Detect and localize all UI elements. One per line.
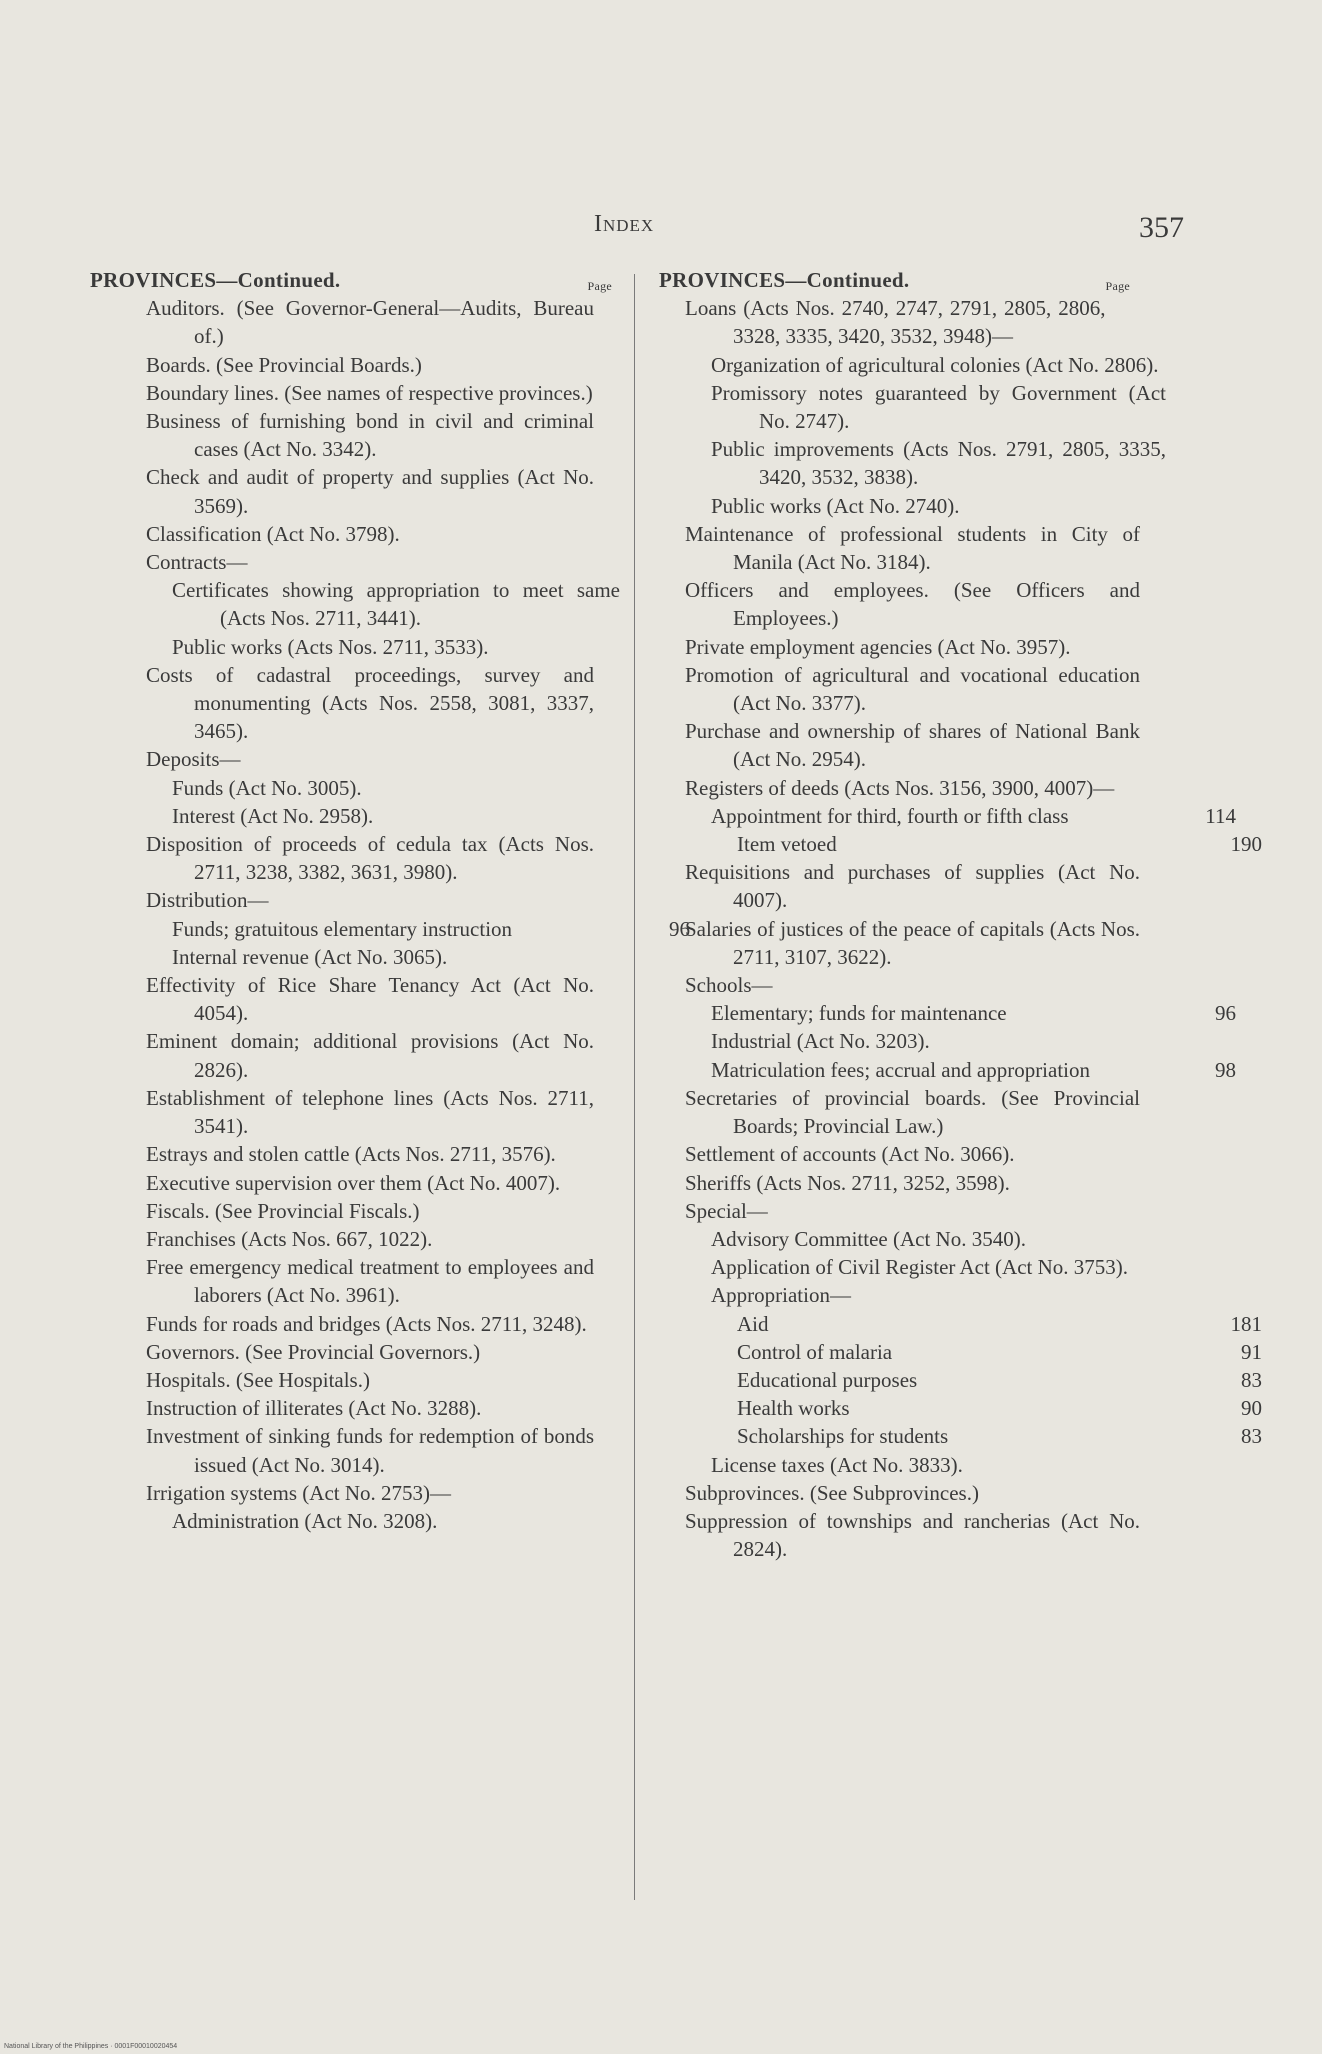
- index-entry-text: Interest (Act No. 2958).: [172, 803, 374, 828]
- index-entry: [685, 520, 1140, 576]
- page-number: 357: [1139, 211, 1184, 244]
- running-head-title: Index: [594, 211, 655, 237]
- index-column-right: [659, 266, 1262, 1563]
- index-entry-text: Requisitions and purchases of supplies (Act No. 4007).: [685, 860, 1140, 913]
- index-entry-text: Promotion of agricultural and vocational education (Act No. 3377).: [685, 662, 1140, 716]
- index-entry: [146, 520, 594, 548]
- index-entry: [146, 1140, 594, 1168]
- index-entry-text: Scholarships for students: [737, 1424, 949, 1449]
- index-entry-text: Funds for roads and bridges (Acts Nos. 2711, 3248).: [146, 1311, 587, 1336]
- index-entry: [685, 294, 1140, 350]
- index-entry-text: Investment of sinking funds for redemption of bonds issued (Act No. 3014).: [146, 1424, 594, 1477]
- entry-list: [659, 294, 1262, 1563]
- index-entry: [685, 1197, 1140, 1225]
- index-entry: [146, 294, 594, 350]
- index-entry: [737, 1338, 1262, 1366]
- index-entry: [172, 1507, 620, 1535]
- index-entry: [146, 1366, 594, 1394]
- index-entry: [172, 915, 690, 943]
- index-entry-text: Organization of agricultural colonies (Act No. 2806).: [711, 352, 1159, 377]
- index-entry: [146, 1169, 594, 1197]
- index-entry-page: 91: [1241, 1339, 1262, 1364]
- index-entry-text: Executive supervision over them (Act No. 4007).: [146, 1170, 561, 1195]
- index-entry-text: Free emergency medical treatment to employees and laborers (Act No. 3961).: [146, 1255, 594, 1308]
- index-entry-text: Schools—: [685, 973, 773, 998]
- index-entry: [146, 1253, 594, 1309]
- index-entry-page: 181: [1230, 1311, 1262, 1336]
- index-entry: [737, 830, 1262, 858]
- index-entry-text: Boards. (See Provincial Boards.): [146, 352, 422, 377]
- index-entry: [685, 633, 1140, 661]
- index-entry-text: Public works (Act No. 2740).: [711, 493, 960, 518]
- index-entry-text: Establishment of telephone lines (Acts Nos. 2711, 3541).: [146, 1085, 594, 1139]
- index-entry: [172, 633, 620, 661]
- index-entry: [685, 661, 1140, 717]
- index-entry-text: Certificates showing appropriation to meet same (Acts Nos. 2711, 3441).: [172, 578, 620, 631]
- index-entry: [711, 435, 1166, 491]
- index-entry-text: Deposits—: [146, 747, 241, 772]
- index-entry: [146, 745, 594, 773]
- index-entry-text: Auditors. (See Governor-General—Audits, Bureau of.): [146, 296, 594, 349]
- index-entry-text: Advisory Committee (Act No. 3540).: [711, 1226, 1026, 1251]
- index-entry-text: Secretaries of provincial boards. (See Provincial Boards; Provincial Law.): [685, 1085, 1140, 1139]
- index-entry-text: Control of malaria: [737, 1339, 893, 1364]
- index-entry: [146, 1310, 594, 1338]
- index-entry-text: Business of furnishing bond in civil and criminal cases (Act No. 3342).: [146, 409, 594, 462]
- index-entry: [172, 943, 620, 971]
- index-entry: [146, 886, 594, 914]
- index-entry: [172, 802, 620, 830]
- index-entry: [146, 1479, 594, 1507]
- index-entry: [685, 1169, 1140, 1197]
- index-entry-page: 83: [1241, 1367, 1262, 1392]
- index-entry: [711, 1027, 1166, 1055]
- index-entry-text: Internal revenue (Act No. 3065).: [172, 944, 448, 969]
- index-entry: [685, 1507, 1140, 1563]
- index-entry-page: 190: [1230, 832, 1262, 857]
- index-entry: [711, 379, 1166, 435]
- index-entry-text: Disposition of proceeds of cedula tax (Acts Nos. 2711, 3238, 3382, 3631, 3980).: [146, 832, 594, 885]
- index-entry-text: License taxes (Act No. 3833).: [711, 1452, 963, 1477]
- index-entry-text: Sheriffs (Acts Nos. 2711, 3252, 3598).: [685, 1170, 1010, 1195]
- index-entry: [711, 999, 1236, 1027]
- index-entry-text: Application of Civil Register Act (Act No. 3753).: [711, 1255, 1129, 1280]
- index-entry-text: Matriculation fees; accrual and appropriation: [711, 1057, 1091, 1082]
- index-entry-text: Funds (Act No. 3005).: [172, 775, 362, 800]
- index-column-left: [90, 266, 690, 1535]
- index-entry: [711, 351, 1166, 379]
- index-entry-text: Boundary lines. (See names of respective provinces.): [146, 380, 593, 405]
- index-entry-text: Public improvements (Acts Nos. 2791, 2805, 3335, 3420, 3532, 3838).: [711, 437, 1166, 490]
- index-entry-text: Distribution—: [146, 888, 269, 913]
- index-entry-page: 98: [1215, 1057, 1236, 1082]
- index-entry: [685, 1084, 1140, 1140]
- index-entry: [172, 576, 620, 632]
- index-entry: [711, 1225, 1166, 1253]
- index-entry-text: Contracts—: [146, 550, 248, 575]
- index-entry: [685, 774, 1140, 802]
- index-entry-text: Check and audit of property and supplies (Act No. 3569).: [146, 465, 594, 518]
- index-entry: [711, 802, 1236, 830]
- index-entry-page: 90: [1241, 1396, 1262, 1421]
- index-entry-page: 96: [1215, 1001, 1236, 1026]
- page-column-label: Page: [587, 279, 612, 293]
- index-entry: [146, 548, 594, 576]
- scan-footer: National Library of the Philippines · 0001F00010020454: [4, 2043, 178, 2050]
- index-entry: [685, 858, 1140, 914]
- index-entry: [146, 830, 594, 886]
- index-entry: [146, 1225, 594, 1253]
- index-entry-page: 114: [1205, 803, 1236, 828]
- index-entry-text: Fiscals. (See Provincial Fiscals.): [146, 1198, 420, 1223]
- index-entry-text: Classification (Act No. 3798).: [146, 521, 400, 546]
- index-entry: [711, 492, 1166, 520]
- index-entry: [146, 1197, 594, 1225]
- index-entry-text: Registers of deeds (Acts Nos. 3156, 3900, 4007)—: [685, 775, 1115, 800]
- index-entry: [146, 463, 594, 519]
- index-entry-text: Eminent domain; additional provisions (Act No. 2826).: [146, 1029, 594, 1082]
- index-entry-text: Aid: [737, 1311, 769, 1336]
- index-entry-text: Special—: [685, 1198, 768, 1223]
- index-entry-text: Subprovinces. (See Subprovinces.): [685, 1480, 979, 1505]
- index-entry-text: Funds; gratuitous elementary instruction: [172, 916, 513, 941]
- index-entry-text: Administration (Act No. 3208).: [172, 1508, 438, 1533]
- index-entry-text: Estrays and stolen cattle (Acts Nos. 2711, 3576).: [146, 1142, 556, 1167]
- index-entry: [685, 1140, 1140, 1168]
- index-entry-text: Franchises (Acts Nos. 667, 1022).: [146, 1226, 433, 1251]
- index-entry: [146, 1027, 594, 1083]
- index-entry-text: Appropriation—: [711, 1283, 851, 1308]
- index-entry-text: Effectivity of Rice Share Tenancy Act (Act No. 4054).: [146, 973, 594, 1026]
- index-entry: [711, 1056, 1236, 1084]
- index-entry-text: Item vetoed: [737, 832, 837, 857]
- index-entry-text: Settlement of accounts (Act No. 3066).: [685, 1142, 1015, 1167]
- column-heading: [90, 266, 612, 294]
- index-entry: [685, 915, 1140, 971]
- index-entry: [146, 971, 594, 1027]
- index-entry-text: Suppression of townships and rancherias (Act No. 2824).: [685, 1508, 1140, 1562]
- column-divider: [634, 274, 635, 1900]
- index-entry-text: Elementary; funds for maintenance: [711, 1001, 1007, 1026]
- index-entry-text: Instruction of illiterates (Act No. 3288).: [146, 1396, 482, 1421]
- index-entry-text: Health works: [737, 1396, 850, 1421]
- index-entry-text: Promissory notes guaranteed by Government (Act No. 2747).: [711, 380, 1166, 434]
- index-entry: [146, 661, 594, 746]
- index-entry-text: Educational purposes: [737, 1367, 918, 1392]
- index-entry-page: 96: [669, 916, 690, 941]
- index-entry-text: Officers and employees. (See Officers and Employees.): [685, 578, 1140, 631]
- index-entry: [737, 1394, 1262, 1422]
- index-entry-text: Industrial (Act No. 3203).: [711, 1029, 930, 1054]
- column-heading: [659, 266, 1130, 294]
- index-entry: [146, 407, 594, 463]
- index-entry: [685, 971, 1140, 999]
- index-entry-text: Hospitals. (See Hospitals.): [146, 1367, 370, 1392]
- index-entry-text: Purchase and ownership of shares of National Bank (Act No. 2954).: [685, 719, 1140, 772]
- column-heading-text: PROVINCES—Continued.: [90, 268, 341, 292]
- index-entry: [685, 576, 1140, 632]
- index-entry-text: Private employment agencies (Act No. 3957).: [685, 634, 1071, 659]
- index-entry: [685, 1479, 1140, 1507]
- index-entry: [737, 1366, 1262, 1394]
- index-entry-text: Loans (Acts Nos. 2740, 2747, 2791, 2805, 2806, 3328, 3335, 3420, 3532, 3948)—: [685, 296, 1106, 349]
- index-entry: [711, 1253, 1166, 1281]
- index-entry: [737, 1310, 1262, 1338]
- index-entry-text: Costs of cadastral proceedings, survey and monumenting (Acts Nos. 2558, 3081, 3337, 3465).: [146, 662, 594, 744]
- column-heading-text: PROVINCES—Continued.: [659, 268, 910, 292]
- index-entry-text: Irrigation systems (Act No. 2753)—: [146, 1480, 452, 1505]
- index-entry: [146, 1422, 594, 1478]
- index-entry-text: Salaries of justices of the peace of capitals (Acts Nos. 2711, 3107, 3622).: [685, 916, 1140, 969]
- index-entry-text: Governors. (See Provincial Governors.): [146, 1339, 481, 1364]
- index-entry: [172, 774, 620, 802]
- index-entry: [146, 379, 594, 407]
- index-entry: [146, 351, 594, 379]
- index-entry-text: Appointment for third, fourth or fifth class: [711, 803, 1069, 828]
- index-entry-page: 83: [1241, 1424, 1262, 1449]
- index-entry-text: Maintenance of professional students in City of Manila (Act No. 3184).: [685, 521, 1140, 575]
- index-entry: [737, 1422, 1262, 1450]
- index-entry: [146, 1084, 594, 1140]
- entry-list: [90, 294, 690, 1535]
- index-entry: [711, 1451, 1166, 1479]
- index-entry: [146, 1394, 594, 1422]
- page-column-label: Page: [1105, 279, 1130, 293]
- index-entry: [146, 1338, 594, 1366]
- index-entry: [685, 717, 1140, 773]
- index-entry-text: Public works (Acts Nos. 2711, 3533).: [172, 634, 489, 659]
- index-entry: [711, 1281, 1166, 1309]
